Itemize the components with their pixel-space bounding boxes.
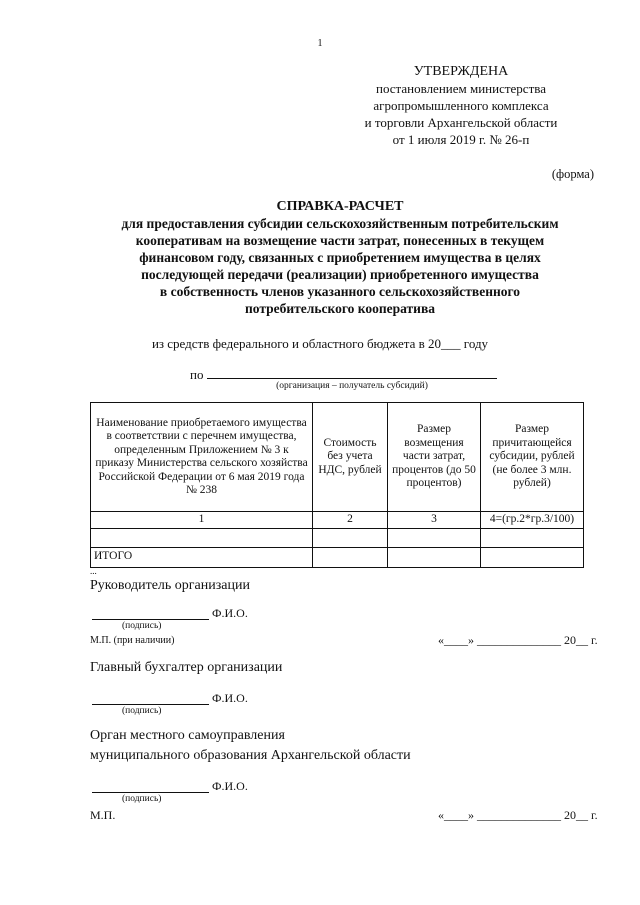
title-line: для предоставления субсидии сельскохозяйственным потребительским xyxy=(121,216,559,231)
accountant-section-title: Главный бухгалтер организации xyxy=(90,660,283,675)
table-cell[interactable] xyxy=(388,547,481,567)
approval-title: УТВЕРЖДЕНА xyxy=(413,64,509,79)
header-subsidy: Размер причитающейся субсидии, рублей (не более 3 млн. рублей) xyxy=(481,403,584,512)
calculation-table xyxy=(90,402,584,568)
column-number: 4=(гр.2*гр.3/100) xyxy=(481,512,584,529)
municipal-fio-label: Ф.И.О. xyxy=(212,779,248,793)
approval-line: постановлением министерства xyxy=(375,81,546,96)
table-continuation-dots: ... xyxy=(90,566,97,576)
page-number: 1 xyxy=(317,38,323,49)
table-header-row xyxy=(91,403,584,512)
funds-line: из средств федерального и областного бюджета в 20___ году xyxy=(151,336,489,351)
form-tag: (форма) xyxy=(551,167,594,181)
municipal-date-field[interactable]: «____» ______________ 20__ г. xyxy=(438,808,598,822)
head-section-title: Руководитель организации xyxy=(90,578,250,593)
recipient-field[interactable] xyxy=(207,378,497,379)
table-total-row xyxy=(91,547,584,567)
accountant-signature-field[interactable] xyxy=(92,704,209,705)
approval-date: от 1 июля 2019 г. № 26-п xyxy=(392,132,530,147)
document-title xyxy=(60,198,620,317)
approval-line: агропромышленного комплекса xyxy=(373,98,549,113)
head-signature-caption: (подпись) xyxy=(122,621,162,631)
accountant-fio-label: Ф.И.О. xyxy=(212,691,248,705)
table-cell[interactable] xyxy=(313,528,388,547)
municipal-section-subtitle: муниципального образования Архангельской области xyxy=(90,748,411,763)
title-line: в собственность членов указанного сельскохозяйственного xyxy=(159,284,521,299)
recipient-caption: (организация – получатель субсидий) xyxy=(276,381,428,391)
column-number: 3 xyxy=(388,512,481,529)
header-percent: Размер возмещения части затрат, процентов (до 50 процентов) xyxy=(388,403,481,512)
municipal-section-title: Орган местного самоуправления xyxy=(90,728,285,743)
approval-block xyxy=(330,63,592,148)
title-line: последующей передачи (реализации) приобретенного имущества xyxy=(141,267,539,282)
column-number: 1 xyxy=(91,512,313,529)
municipal-stamp-label: М.П. xyxy=(90,808,116,822)
title-line: потребительского кооператива xyxy=(244,301,435,316)
table-row xyxy=(91,528,584,547)
table-number-row xyxy=(91,512,584,529)
title-line: финансовом году, связанных с приобретением имущества в целях xyxy=(139,250,541,265)
title-main: СПРАВКА-РАСЧЕТ xyxy=(276,199,404,214)
table-cell[interactable] xyxy=(388,528,481,547)
header-property-name: Наименование приобретаемого имущества в соответствии с перечнем имущества, определенным Приложением № 3 к приказу Министерства сельского хозяйства Российской Федерации от 6 мая 2019 года № 238 xyxy=(91,403,313,512)
head-date-field[interactable]: «____» ______________ 20__ г. xyxy=(438,633,598,647)
total-label: ИТОГО xyxy=(91,547,313,567)
title-line: кооперативам на возмещение части затрат, понесенных в текущем xyxy=(135,233,545,248)
recipient-label: по xyxy=(190,367,204,382)
header-cost: Стоимость без учета НДС, рублей xyxy=(313,403,388,512)
table-cell[interactable] xyxy=(481,547,584,567)
head-stamp-label: М.П. (при наличии) xyxy=(90,635,175,646)
column-number: 2 xyxy=(313,512,388,529)
head-signature-field[interactable] xyxy=(92,619,209,620)
table-cell[interactable] xyxy=(313,547,388,567)
accountant-signature-caption: (подпись) xyxy=(122,706,162,716)
municipal-signature-field[interactable] xyxy=(92,792,209,793)
municipal-signature-caption: (подпись) xyxy=(122,794,162,804)
head-fio-label: Ф.И.О. xyxy=(212,606,248,620)
table-cell[interactable] xyxy=(481,528,584,547)
approval-line: и торговли Архангельской области xyxy=(364,115,558,130)
table-cell[interactable] xyxy=(91,528,313,547)
